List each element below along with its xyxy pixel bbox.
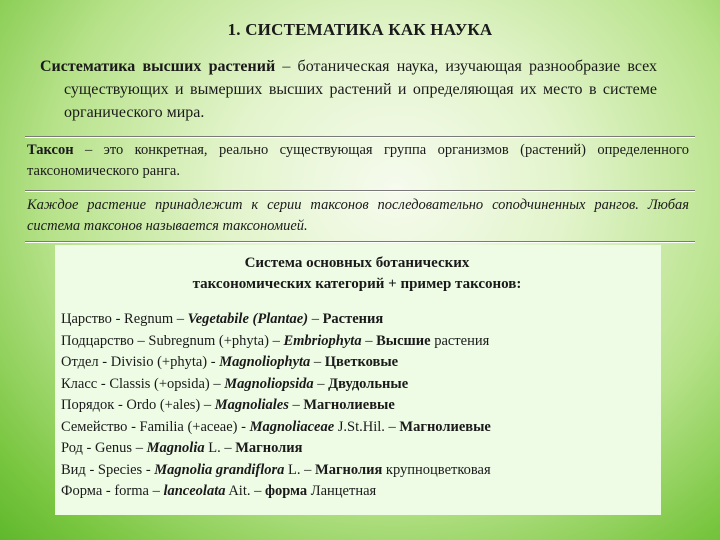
taxon-name: Magnoliales [214, 397, 289, 413]
separator: – [133, 332, 149, 349]
separator: - [82, 440, 96, 456]
separator: J.St.Hil. – [334, 418, 400, 435]
rank: Род [61, 440, 83, 456]
rank-latin: Familia (+aceae) [139, 418, 238, 435]
russian-name: Растения [322, 311, 384, 327]
taxon-name: Magnolia [146, 440, 205, 456]
rank-latin: Classis (+opsida) [109, 375, 210, 392]
taxonomy-row [61, 352, 653, 374]
taxon-name: Magnoliopsida [224, 375, 314, 392]
separator: - [237, 418, 250, 435]
rank: Форма [61, 483, 103, 499]
divider [25, 190, 695, 192]
separator: L. – [284, 461, 316, 478]
separator: - [127, 418, 140, 435]
russian-name-rest: Ланцетная [307, 483, 377, 499]
separator: - [98, 354, 111, 370]
rank-latin: Regnum [124, 311, 174, 327]
taxon-name: Vegetabile (Plantae) [187, 311, 309, 327]
separator: – [148, 483, 164, 499]
separator: – [310, 354, 325, 370]
taxonomy-row [61, 395, 653, 417]
russian-name: Высшие [376, 332, 431, 349]
taxonomy-row [61, 374, 653, 396]
taxonomy-list [61, 309, 653, 503]
definition-term: Систематика высших растений [40, 58, 276, 75]
separator: – [288, 397, 304, 413]
russian-name: Магнолиевые [399, 418, 491, 435]
separator: – [200, 397, 215, 413]
taxonomy-row [61, 438, 653, 460]
box-title-line: Система основных ботанических [244, 255, 470, 271]
rank-latin: Divisio (+phyta) [110, 354, 208, 370]
slide-title: 1. СИСТЕМАТИКА КАК НАУКА [227, 20, 493, 39]
rank-latin: Genus [95, 440, 133, 456]
box-title [61, 253, 653, 295]
separator: - [97, 375, 110, 392]
rank-latin: Ordo (+ales) [126, 397, 201, 413]
separator: - [114, 397, 127, 413]
separator: – [313, 375, 329, 392]
box-title-line: таксономических категорий + пример таксонов: [192, 276, 522, 292]
separator: - [85, 461, 98, 478]
rank: Царство [61, 311, 112, 327]
russian-name: Магнолиевые [303, 397, 395, 413]
separator: - [207, 354, 220, 370]
rank-latin: forma [114, 483, 149, 499]
taxon-term: Таксон [27, 142, 74, 158]
taxon-name: lanceolata [163, 483, 226, 499]
taxonomy-row [61, 481, 653, 503]
taxon-name: Magnoliophyta [219, 354, 311, 370]
russian-name: Двудольные [328, 375, 409, 392]
separator: – [308, 311, 323, 327]
rank: Порядок [61, 397, 115, 413]
rank: Подцарство [61, 332, 134, 349]
russian-name-rest: растения [430, 332, 490, 349]
separator: - [102, 483, 115, 499]
rank: Вид [61, 461, 86, 478]
russian-name: Магнолия [235, 440, 303, 456]
taxonomy-box [55, 245, 661, 515]
separator: – [209, 375, 225, 392]
separator: – [173, 311, 188, 327]
russian-name-rest: крупноцветковая [382, 461, 491, 478]
separator: - [111, 311, 125, 327]
separator: – [361, 332, 377, 349]
russian-name: Магнолия [315, 461, 383, 478]
definition-paragraph [40, 55, 657, 124]
rank-latin: Subregnum (+phyta) [148, 332, 269, 349]
rank: Семейство [61, 418, 128, 435]
taxonomy-row [61, 460, 653, 482]
rank: Отдел [61, 354, 99, 370]
taxon-name: Magnolia grandiflora [154, 461, 285, 478]
separator: – [268, 332, 284, 349]
taxon-name: Embriophyta [283, 332, 362, 349]
divider [25, 136, 695, 138]
russian-name: форма [264, 483, 308, 499]
taxonomy-row [61, 417, 653, 439]
taxonomy-row [61, 309, 653, 331]
definition-text: – ботаническая наука, изучающая разнообразие всех существующих и вымерших высших растений и определяющая их место в системе органического мира. [64, 58, 658, 121]
separator: L. – [204, 440, 236, 456]
rank-latin: Species - [97, 461, 151, 478]
separator: – [132, 440, 147, 456]
taxon-name: Magnoliaceae [249, 418, 335, 435]
taxon-text: – это конкретная, реально существующая группа организмов (растений) определенного таксономического ранга. [27, 142, 689, 179]
russian-name: Цветковые [324, 354, 399, 370]
taxonomy-note: Каждое растение принадлежит к серии таксонов последовательно соподчиненных рангов. Любая система таксонов называется таксономией. [27, 197, 689, 234]
taxon-paragraph [27, 140, 689, 182]
taxonomy-row [61, 331, 653, 353]
rank: Класс [61, 375, 98, 392]
separator: Ait. – [225, 483, 265, 499]
divider [25, 241, 695, 243]
